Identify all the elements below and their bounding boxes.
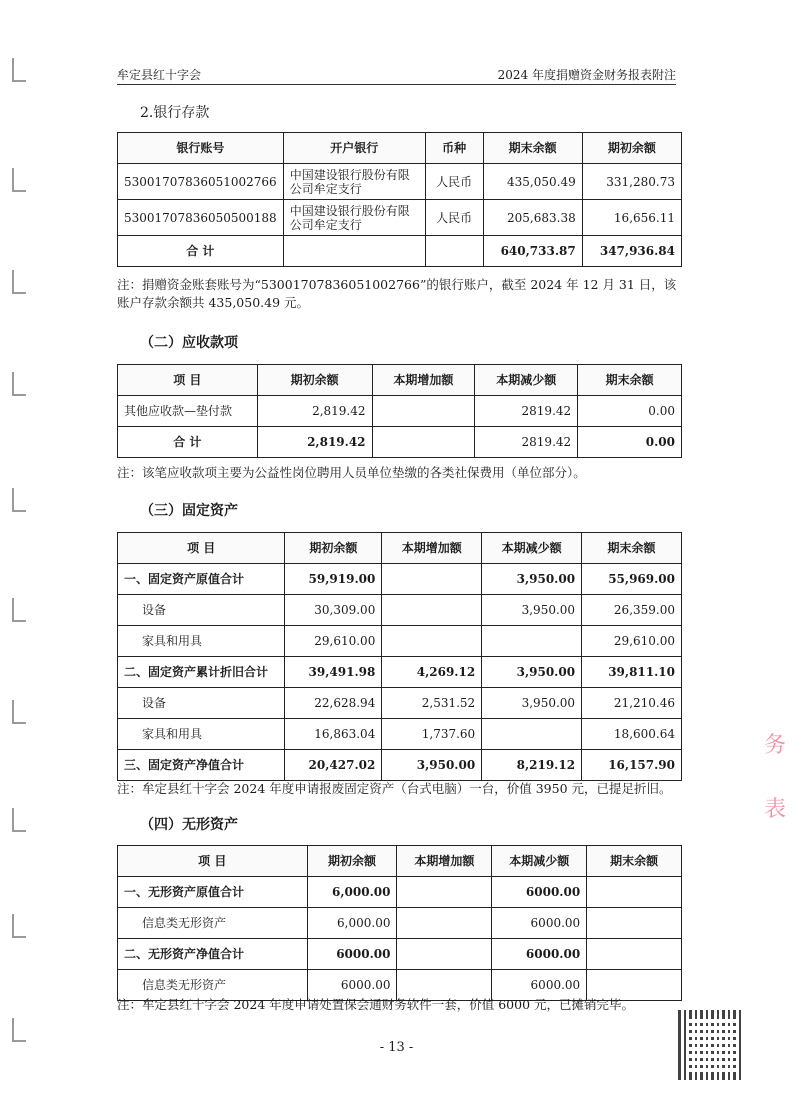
opening-balance: 6000.00 xyxy=(307,970,397,1001)
binding-mark xyxy=(12,1018,26,1042)
header-org: 牟定县红十字会 xyxy=(117,68,202,82)
decrease xyxy=(482,719,582,750)
table-header-row xyxy=(118,846,682,877)
account-number: 53001707836050500188 xyxy=(118,200,284,236)
opening-balance: 59,919.00 xyxy=(285,564,382,595)
subtotal-row xyxy=(118,877,682,908)
receivable-note: 注：该笔应收款项主要为公益性岗位聘用人员单位垫缴的各类社保费用（单位部分）。 xyxy=(117,465,586,480)
col-header: 期初余额 xyxy=(582,133,681,164)
col-header: 项 目 xyxy=(118,533,285,564)
item-name: 其他应收款—垫付款 xyxy=(118,396,258,427)
table-row xyxy=(118,164,682,200)
opening-balance: 6,000.00 xyxy=(307,908,397,939)
col-header: 本期增加额 xyxy=(372,365,475,396)
closing-balance xyxy=(587,939,682,970)
decrease: 3,950.00 xyxy=(482,657,582,688)
col-header: 项 目 xyxy=(118,846,308,877)
table-header-row xyxy=(118,365,682,396)
col-header: 开户银行 xyxy=(283,133,425,164)
currency: 人民币 xyxy=(425,200,483,236)
table-row xyxy=(118,396,682,427)
item-name: 一、固定资产原值合计 xyxy=(118,564,285,595)
item-name: 设备 xyxy=(118,688,285,719)
decrease: 6000.00 xyxy=(492,908,587,939)
opening-balance: 22,628.94 xyxy=(285,688,382,719)
decrease: 6000.00 xyxy=(492,939,587,970)
opening-balance: 6000.00 xyxy=(307,939,397,970)
increase xyxy=(397,908,492,939)
item-name: 三、固定资产净值合计 xyxy=(118,750,285,781)
subtotal-row xyxy=(118,564,682,595)
binding-mark xyxy=(12,598,26,622)
col-header: 期末余额 xyxy=(587,846,682,877)
opening-balance: 20,427.02 xyxy=(285,750,382,781)
receivable-section-title: （二）应收款项 xyxy=(140,335,238,351)
bank-note: 注：捐赠资金账套账号为“53001707836051002766”的银行账户，截至 2024 年 12 月 31 日，该账户存款余额共 435,050.49 元。 xyxy=(117,277,677,310)
closing-balance: 21,210.46 xyxy=(582,688,682,719)
item-name: 二、固定资产累计折旧合计 xyxy=(118,657,285,688)
total-row xyxy=(118,427,682,458)
opening-balance: 331,280.73 xyxy=(582,164,681,200)
binding-mark xyxy=(12,914,26,938)
opening-balance: 29,610.00 xyxy=(285,626,382,657)
total-row xyxy=(118,236,682,267)
col-header: 期初余额 xyxy=(285,533,382,564)
page-number: - 13 - xyxy=(379,1040,414,1055)
table-row xyxy=(118,626,682,657)
binding-mark xyxy=(12,488,26,512)
binding-mark xyxy=(12,168,26,192)
item-name: 一、无形资产原值合计 xyxy=(118,877,308,908)
total-increase xyxy=(372,427,475,458)
total-opening: 2,819.42 xyxy=(257,427,372,458)
increase: 1,737.60 xyxy=(382,719,482,750)
fixed-assets-table xyxy=(117,532,682,781)
col-header: 本期减少额 xyxy=(482,533,582,564)
closing-balance: 435,050.49 xyxy=(483,164,582,200)
total-closing: 0.00 xyxy=(578,427,682,458)
total-decrease: 2819.42 xyxy=(475,427,578,458)
fixed-assets-note: 注：牟定县红十字会 2024 年度申请报废固定资产（台式电脑）一台，价值 3950 元，已提足折旧。 xyxy=(117,781,672,796)
increase: 3,950.00 xyxy=(382,750,482,781)
increase xyxy=(382,595,482,626)
receivable-table xyxy=(117,364,682,458)
table-row xyxy=(118,719,682,750)
stamp-fragment: 表 xyxy=(764,797,787,822)
decrease: 6000.00 xyxy=(492,877,587,908)
decrease: 3,950.00 xyxy=(482,564,582,595)
table-row xyxy=(118,595,682,626)
header-doc-title: 2024 年度捐赠资金财务报表附注 xyxy=(497,68,676,82)
opening-balance: 16,656.11 xyxy=(582,200,681,236)
opening-balance: 6,000.00 xyxy=(307,877,397,908)
closing-balance: 205,683.38 xyxy=(483,200,582,236)
intangible-assets-note: 注：牟定县红十字会 2024 年度申请处置保会通财务软件一套，价值 6000 元，已摊销完毕。 xyxy=(117,997,635,1012)
fixed-section-title: （三）固定资产 xyxy=(140,503,238,519)
increase xyxy=(397,939,492,970)
subtotal-row xyxy=(118,750,682,781)
table-header-row xyxy=(118,533,682,564)
item-name: 设备 xyxy=(118,595,285,626)
closing-balance xyxy=(587,908,682,939)
closing-balance: 26,359.00 xyxy=(582,595,682,626)
binding-mark xyxy=(12,700,26,724)
table-cell xyxy=(283,236,425,267)
opening-balance: 16,863.04 xyxy=(285,719,382,750)
col-header: 项 目 xyxy=(118,365,258,396)
table-row xyxy=(118,200,682,236)
total-closing: 640,733.87 xyxy=(483,236,582,267)
decrease: 3,950.00 xyxy=(482,688,582,719)
col-header: 本期减少额 xyxy=(475,365,578,396)
col-header: 期末余额 xyxy=(483,133,582,164)
col-header: 本期增加额 xyxy=(382,533,482,564)
increase xyxy=(397,877,492,908)
opening-balance: 2,819.42 xyxy=(257,396,372,427)
stamp-fragment: 务 xyxy=(764,733,787,758)
col-header: 期末余额 xyxy=(582,533,682,564)
item-name: 二、无形资产净值合计 xyxy=(118,939,308,970)
subtotal-row xyxy=(118,657,682,688)
total-label: 合 计 xyxy=(118,236,284,267)
decrease xyxy=(482,626,582,657)
table-cell xyxy=(425,236,483,267)
closing-balance xyxy=(587,877,682,908)
page-header xyxy=(117,66,676,85)
col-header: 期初余额 xyxy=(257,365,372,396)
binding-mark xyxy=(12,270,26,294)
col-header: 银行账号 xyxy=(118,133,284,164)
col-header: 币种 xyxy=(425,133,483,164)
closing-balance: 29,610.00 xyxy=(582,626,682,657)
closing-balance: 0.00 xyxy=(578,396,682,427)
col-header: 本期增加额 xyxy=(397,846,492,877)
binding-mark xyxy=(12,808,26,832)
account-number: 53001707836051002766 xyxy=(118,164,284,200)
subtotal-row xyxy=(118,939,682,970)
bank-table xyxy=(117,132,682,267)
total-opening: 347,936.84 xyxy=(582,236,681,267)
bank-name: 中国建设银行股份有限公司牟定支行 xyxy=(283,164,425,200)
col-header: 期初余额 xyxy=(307,846,397,877)
closing-balance: 39,811.10 xyxy=(582,657,682,688)
table-row xyxy=(118,908,682,939)
increase xyxy=(382,626,482,657)
qr-code-icon xyxy=(678,1010,744,1080)
currency: 人民币 xyxy=(425,164,483,200)
decrease: 3,950.00 xyxy=(482,595,582,626)
item-name: 家具和用具 xyxy=(118,719,285,750)
bank-name: 中国建设银行股份有限公司牟定支行 xyxy=(283,200,425,236)
increase xyxy=(372,396,475,427)
decrease: 2819.42 xyxy=(475,396,578,427)
increase: 4,269.12 xyxy=(382,657,482,688)
decrease: 6000.00 xyxy=(492,970,587,1001)
increase: 2,531.52 xyxy=(382,688,482,719)
item-name: 家具和用具 xyxy=(118,626,285,657)
table-header-row xyxy=(118,133,682,164)
decrease: 8,219.12 xyxy=(482,750,582,781)
closing-balance: 16,157.90 xyxy=(582,750,682,781)
table-row xyxy=(118,688,682,719)
total-label: 合 计 xyxy=(118,427,258,458)
bank-section-title: 2.银行存款 xyxy=(140,105,210,121)
item-name: 信息类无形资产 xyxy=(118,908,308,939)
col-header: 本期减少额 xyxy=(492,846,587,877)
increase xyxy=(382,564,482,595)
col-header: 期末余额 xyxy=(578,365,682,396)
intangible-section-title: （四）无形资产 xyxy=(140,817,238,833)
binding-mark xyxy=(12,372,26,396)
item-name: 信息类无形资产 xyxy=(118,970,308,1001)
opening-balance: 39,491.98 xyxy=(285,657,382,688)
closing-balance: 55,969.00 xyxy=(582,564,682,595)
binding-mark xyxy=(12,58,26,82)
opening-balance: 30,309.00 xyxy=(285,595,382,626)
closing-balance: 18,600.64 xyxy=(582,719,682,750)
intangible-assets-table xyxy=(117,845,682,1001)
